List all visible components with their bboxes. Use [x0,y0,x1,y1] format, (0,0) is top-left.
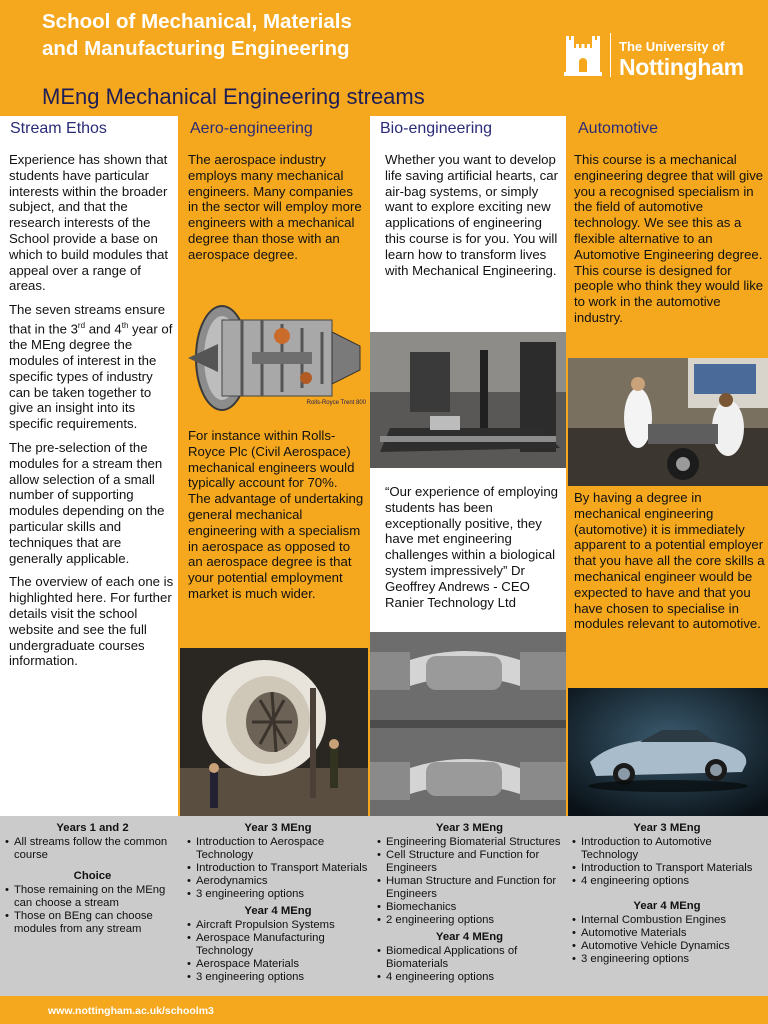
list-item: • 4 engineering options [377,971,562,984]
school-title-line-2: and Manufacturing Engineering [42,37,350,60]
list-item: • Introduction to Transport Materials [187,862,369,875]
module-listing [0,816,768,996]
footer [0,996,768,1024]
engine-caption: Rolls-Royce Trent 800 [306,400,366,406]
ethos-text [9,152,175,677]
school-website-link[interactable]: www.nottingham.ac.uk/schoolm3 [48,1005,214,1017]
list-item: • 3 engineering options [572,953,762,966]
modules-bio-heading-2: Year 4 MEng [435,931,504,943]
list-item: • 2 engineering options [377,914,562,927]
heading-bio-engineering: Bio-engineering [380,120,493,137]
list-item: • Biomedical Applications of Biomaterials [377,945,562,971]
list-item: • Automotive Vehicle Dynamics [572,940,762,953]
aero-paragraph-1: The aerospace industry employs many mechanical engineers. Many companies in the sector will employ more engineers with a mechanical degree than those with an aerospace degree. [188,152,362,262]
school-title-line-1: School of Mechanical, Materials [42,10,352,33]
heading-stream-ethos: Stream Ethos [10,120,107,137]
auto-paragraph-2: By having a degree in mechanical engineering (automotive) it is immediately apparent to a potential employer that you have all the core skills a mechanical engineer would be expected to have and that you have chosen to specialise in modules relevant to automotive. [574,490,765,632]
list-item: • Cell Structure and Function for Engineers [377,849,562,875]
modules-aero-heading-1: Year 3 MEng [244,822,312,834]
list-item: • Aerodynamics [187,875,369,888]
jet-engine-illustration [182,296,368,424]
aero-text-2 [188,428,366,602]
list-item: • Engineering Biomaterial Structures [377,836,562,849]
page-subtitle: MEng Mechanical Engineering streams [42,84,425,109]
list-item: • Aerospace Materials [187,958,369,971]
logo-text-line-2: Nottingham [619,54,744,80]
aero-paragraph-3: The advantage of undertaking general mechanical engineering with a specialism in aerospace as opposed to an aerospace degree is that your potential employment market is much wider. [188,491,364,601]
lab-rig-photo [370,332,566,468]
castle-crest-icon [564,34,602,78]
modules-aero [187,822,369,984]
modules-general-heading-1: Years 1 and 2 [56,822,129,834]
column-automotive [568,116,768,816]
modules-general-list-2 [5,884,180,936]
modules-general-heading-2: Choice [73,870,112,882]
modules-general-list-1 [5,836,180,862]
bio-quote: “Our experience of employing students has been exceptionally positive, they have met engineering challenges within a biological system impressively” Dr Geoffrey Andrews - CEO Ranier Technology Ltd [385,484,558,610]
sports-car-photo [568,688,768,816]
modules-aero-list-1 [187,836,369,901]
list-item: • Those on BEng can choose modules from any stream [5,910,180,936]
modules-auto-list-2 [572,914,762,966]
modules-auto-heading-1: Year 3 MEng [633,822,701,834]
list-item: • Biomechanics [377,901,562,914]
list-item: • Human Structure and Function for Engineers [377,875,562,901]
aero-paragraph-2: For instance within Rolls-Royce Plc (Civil Aerospace) mechanical engineers would typically account for 70%. [188,428,355,491]
university-logo [560,30,760,85]
column-bio-engineering [370,116,566,816]
list-item: • Internal Combustion Engines [572,914,762,927]
modules-bio [377,822,562,984]
list-item: • Those remaining on the MEng can choose a stream [5,884,180,910]
list-item: • 3 engineering options [187,888,369,901]
modules-auto-list-1 [572,836,762,888]
modules-bio-list-1 [377,836,562,927]
ethos-paragraph-2: The seven streams ensure that in the 3rd and 4th year of the MEng degree the modules of interest in the specific types of industry can be taken together to give an insight into its specific requirements. [9,302,173,432]
modules-bio-heading-1: Year 3 MEng [435,822,504,834]
ethos-paragraph-1: Experience has shown that students have particular interests within the broader subject, and that the research interests of the School provide a base on which to build modules that appeal over a range of areas. [9,152,169,294]
ethos-paragraph-4: The overview of each one is highlighted here. For further details visit the school website and see the full undergraduate courses information. [9,574,174,669]
turbine-photo [180,648,368,816]
school-title [42,8,522,62]
specimen-test-photo [370,632,566,816]
students-car-photo [568,358,768,486]
modules-auto [572,822,762,966]
auto-paragraph-1: This course is a mechanical engineering degree that will give you a recognised specialism in the field of automotive technology. We see this as a flexible alternative to an Automotive Engineering degree. This course is designed for people who think they would like to work in the automotive industry. [574,152,764,325]
heading-automotive: Automotive [578,120,659,137]
list-item: • 4 engineering options [572,875,762,888]
list-item: • All streams follow the common course [5,836,180,862]
heading-aero-engineering: Aero-engineering [190,120,313,137]
list-item: • Automotive Materials [572,927,762,940]
list-item: • Introduction to Aerospace Technology [187,836,369,862]
modules-aero-heading-2: Year 4 MEng [244,905,312,917]
modules-general [5,822,180,936]
list-item: • Introduction to Automotive Technology [572,836,762,862]
ethos-paragraph-3: The pre-selection of the modules for a stream then allow selection of a small number of supporting modules depending on the particular skills and techniques that are generally applicable. [9,439,165,566]
column-aero-engineering [180,116,368,816]
list-item: • 3 engineering options [187,971,369,984]
logo-divider [610,33,611,77]
list-item: • Aerospace Manufacturing Technology [187,932,369,958]
bio-paragraph-1: Whether you want to develop life saving artificial hearts, car air-bag systems, or simply want to explore exciting new applications of engineering this course is for you. You will learn how to transform lives with Mechanical Engineering. [385,152,558,278]
logo-text-line-1: The University of [619,39,725,54]
list-item: • Aircraft Propulsion Systems [187,919,369,932]
modules-aero-list-2 [187,919,369,984]
list-item: • Introduction to Transport Materials [572,862,762,875]
modules-bio-list-2 [377,945,562,984]
modules-auto-heading-2: Year 4 MEng [633,900,701,912]
column-stream-ethos [0,116,178,816]
